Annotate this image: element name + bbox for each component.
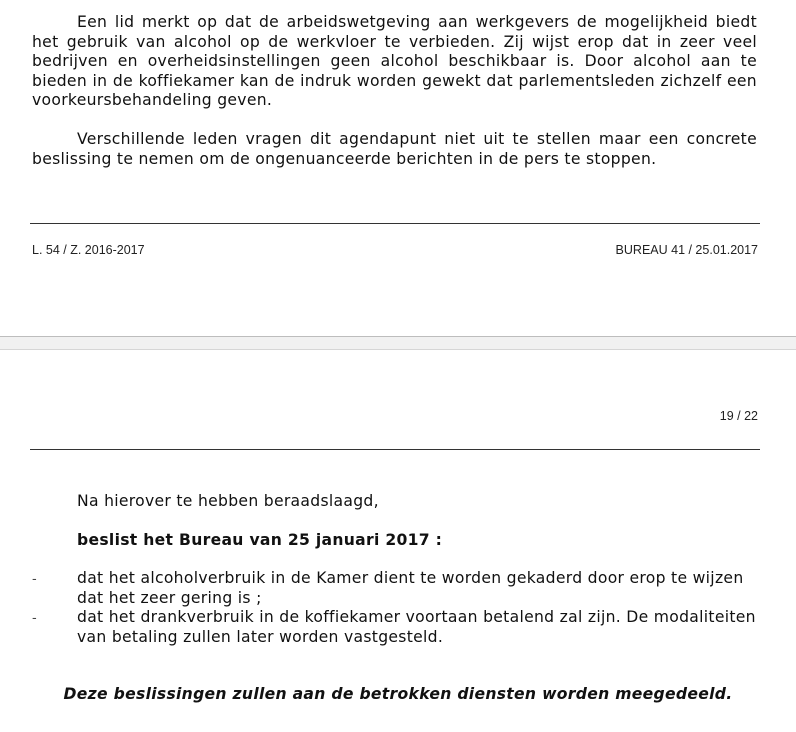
document-page-upper <box>0 0 796 336</box>
bullet-marker: - <box>32 572 37 587</box>
paragraph-member-remark: Een lid merkt op dat de arbeidswetgeving aan werkgevers de mogelijkheid biedt het gebruik van alcohol op de werkvloer te verbieden. Zij wijst erop dat in zeer veel bedrijven en overheidsinstellingen geen alcohol beschikbaar is. Door alcohol aan te bieden in de koffiekamer kan de indruk worden gewekt dat parlementsleden zichzelf een voorkeursbehandeling geven. <box>32 13 757 109</box>
intro-line: Na hierover te hebben beraadslaagd, <box>77 492 379 510</box>
closing-statement: Deze beslissingen zullen aan de betrokken diensten worden meegedeeld. <box>63 685 733 703</box>
bullet-marker: - <box>32 611 37 626</box>
decision-item-alcohol-consumption: dat het alcoholverbruik in de Kamer dient te worden gekaderd door erop te wijzen dat het zeer gering is ; <box>77 569 744 607</box>
footer-legislature: L. 54 / Z. 2016-2017 <box>32 243 145 257</box>
page-number: 19 / 22 <box>719 409 758 423</box>
decision-heading: beslist het Bureau van 25 januari 2017 : <box>77 531 443 549</box>
header-divider <box>30 449 760 450</box>
decision-item-paid-drinks: dat het drankverbruik in de koffiekamer voortaan betalend zal zijn. De modaliteiten van betaling zullen later worden vastgesteld. <box>77 608 756 646</box>
footer-bureau-reference: BUREAU 41 / 25.01.2017 <box>615 243 758 257</box>
page-break <box>0 336 796 350</box>
footer-divider <box>30 223 760 224</box>
document-page-lower <box>0 350 796 732</box>
paragraph-members-request: Verschillende leden vragen dit agendapunt niet uit te stellen maar een concrete beslissing te nemen om de ongenuanceerde berichten in de pers te stoppen. <box>32 130 757 168</box>
